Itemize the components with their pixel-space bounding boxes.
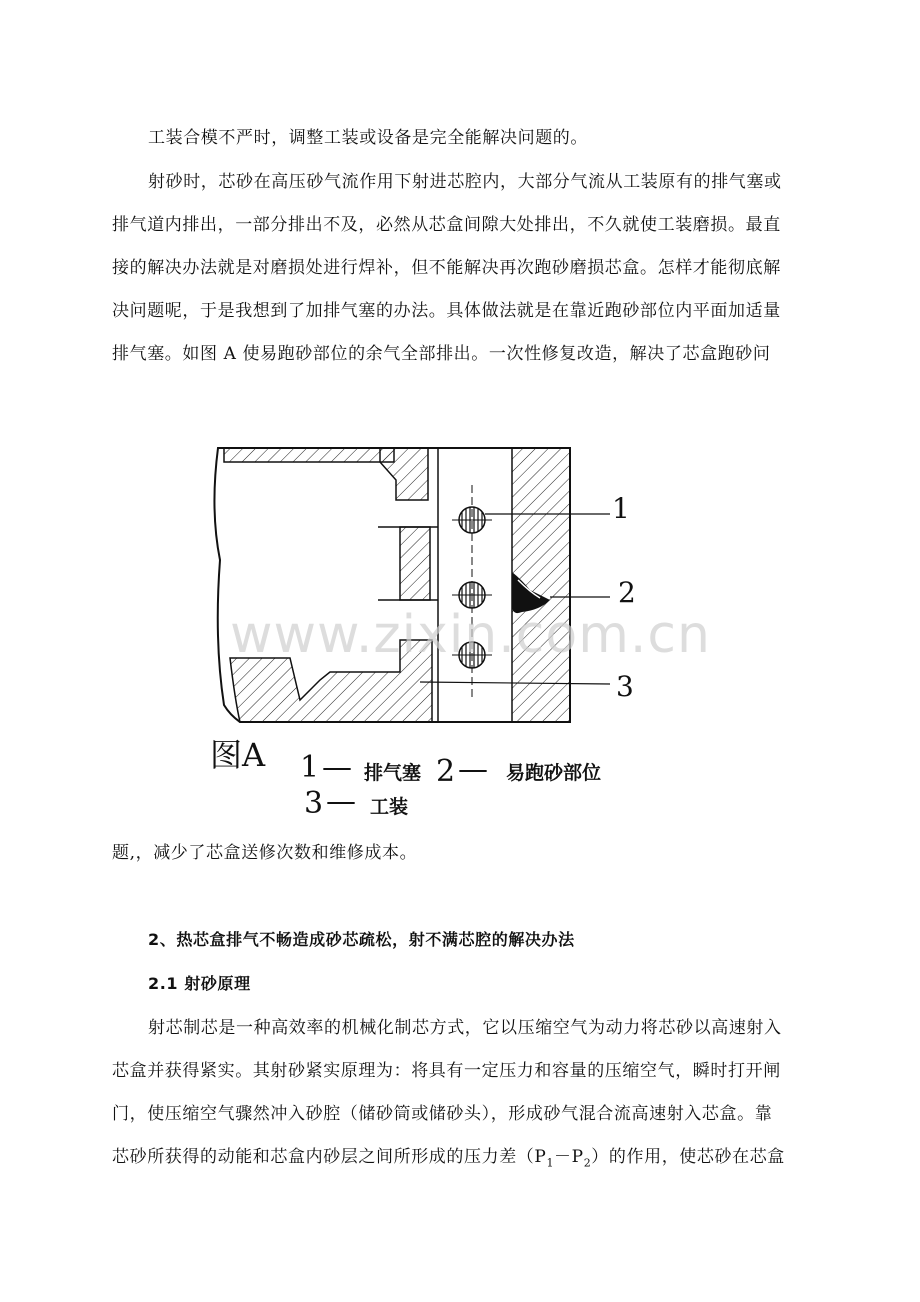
- text-line: 门，使压缩空气骤然冲入砂腔（储砂筒或储砂头），形成砂气混合流高速射入芯盒。靠: [112, 1104, 773, 1124]
- figure-a: [200, 440, 680, 744]
- formula-text-b: ）的作用，使芯砂在芯盒: [591, 1147, 785, 1167]
- text-line-formula: [112, 1147, 785, 1173]
- legend-dash-3: —: [326, 784, 356, 819]
- callout-2: 2: [618, 576, 636, 609]
- subsection-heading: 2.1 射砂原理: [148, 974, 251, 993]
- text-line: 芯盒并获得紧实。其射砂紧实原理为：将具有一定压力和容量的压缩空气，瞬时打开闸: [112, 1061, 781, 1081]
- formula-minus: －P: [554, 1147, 584, 1167]
- text-line: 射芯制芯是一种高效率的机械化制芯方式，它以压缩空气为动力将芯砂以高速射入: [148, 1018, 782, 1038]
- legend-dash-1: —: [322, 750, 352, 785]
- text-line: 排气塞。如图 A 使易跑砂部位的余气全部排出。一次性修复改造，解决了芯盒跑砂问: [112, 344, 771, 364]
- legend-label-2: 易跑砂部位: [506, 762, 602, 784]
- text-line: 题,，减少了芯盒送修次数和维修成本。: [112, 843, 418, 863]
- callout-1: 1: [612, 492, 630, 525]
- section-heading: 2、热芯盒排气不畅造成砂芯疏松，射不满芯腔的解决办法: [148, 930, 575, 949]
- legend-num-2: 2: [436, 754, 456, 789]
- legend-label-3: 工装: [370, 796, 409, 818]
- legend-num-3: 3: [304, 786, 324, 821]
- text-line: 射砂时，芯砂在高压砂气流作用下射进芯腔内，大部分气流从工装原有的排气塞或: [148, 172, 782, 192]
- legend-num-1: 1: [300, 750, 320, 785]
- formula-text-a: 芯砂所获得的动能和芯盒内砂层之间所形成的压力差（P: [112, 1147, 547, 1167]
- text-line: 排气道内排出，一部分排出不及，必然从芯盒间隙大处排出，不久就使工装磨损。最直: [112, 215, 781, 235]
- watermark: www.zixin.com.cn: [230, 605, 711, 665]
- figure-title: 图A: [210, 736, 266, 774]
- subscript-1: 1: [546, 1156, 555, 1170]
- core-box-diagram: [200, 440, 680, 740]
- text-line: 工装合模不严时，调整工装或设备是完全能解决问题的。: [148, 128, 588, 148]
- text-line: 接的解决办法就是对磨损处进行焊补，但不能解决再次跑砂磨损芯盒。怎样才能彻底解: [112, 258, 781, 278]
- legend-label-1: 排气塞: [364, 762, 422, 784]
- subscript-2: 2: [583, 1156, 592, 1170]
- callout-3: 3: [616, 670, 634, 703]
- text-line: 决问题呢，于是我想到了加排气塞的办法。具体做法就是在靠近跑砂部位内平面加适量: [112, 301, 781, 321]
- legend-dash-2: —: [458, 752, 488, 787]
